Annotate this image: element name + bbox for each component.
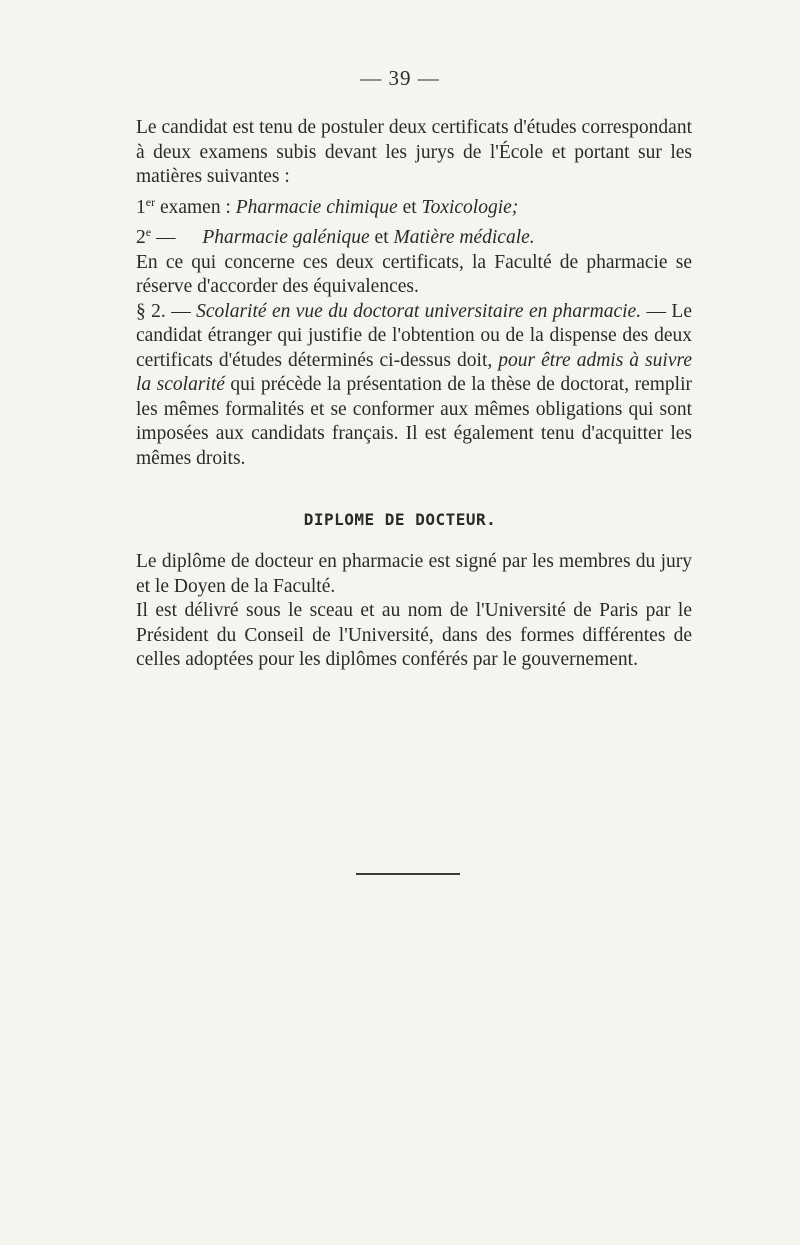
exam-line-1 xyxy=(136,190,692,221)
section-scolarite xyxy=(136,116,692,471)
exam-1-ordinal: er xyxy=(145,194,156,209)
exam-line-2 xyxy=(136,220,692,251)
exam-1-subject-1: Pharmacie chimique xyxy=(235,196,398,218)
exam-1-label: examen : xyxy=(155,196,236,218)
exam-2-subject-2: Matière médicale. xyxy=(393,227,535,248)
scolarite-text-a: — Le candidat étranger qui justifie de l'obtention ou de la dispense des deux certificats d'études déterminés ci-dessus doit, xyxy=(136,300,692,371)
paragraph-signature: Le diplôme de docteur en pharmacie est signé par les membres du jury et le Doyen de la Faculté. xyxy=(136,551,692,597)
section-marker: § 2. — xyxy=(136,300,197,322)
paragraph-scolarite-doctorat xyxy=(136,300,692,472)
paragraph-equivalences: En ce qui concerne ces deux certificats, la Faculté de pharmacie se réserve d'accorder des équivalences. xyxy=(136,251,692,297)
exam-2-subject-1: Pharmacie galénique xyxy=(202,227,370,248)
exam-2-and: et xyxy=(369,227,394,248)
exam-1-number: 1 xyxy=(136,196,146,218)
exam-2-number: 2 xyxy=(136,227,146,248)
exam-1-subject-2: Toxicologie; xyxy=(421,196,519,218)
scolarite-text-b: qui précède la présentation de la thèse de doctorat, remplir les mêmes formalités et se conformer aux mêmes obligations qui sont imposées aux candidats français. Il est également tenu d'acquitter les mêmes droits. xyxy=(136,374,692,469)
exam-1-and: et xyxy=(397,196,422,218)
end-rule xyxy=(356,873,460,875)
section-heading: DIPLOME DE DOCTEUR. xyxy=(303,510,497,529)
paragraph-certificats: Le candidat est tenu de postuler deux certificats d'études correspondant à deux examens subis devant les jurys de l'École et portant sur les matières suivantes : xyxy=(136,117,692,187)
exam-2-dash: — xyxy=(151,227,181,248)
page-number: — 39 — xyxy=(360,66,440,90)
exam-2-ordinal: e xyxy=(145,225,152,239)
paragraph-delivrance: Il est délivré sous le sceau et au nom de l'Université de Paris par le Président du Conseil de l'Université, dans des formes différentes de celles adoptées pour les diplômes conférés par le gouvernement. xyxy=(136,600,692,670)
scolarite-italic: pour être admis à suivre la scolarité xyxy=(136,349,692,395)
section-diplome xyxy=(136,550,692,673)
section-title: Scolarité en vue du doctorat universitaire en pharmacie. xyxy=(196,300,642,322)
